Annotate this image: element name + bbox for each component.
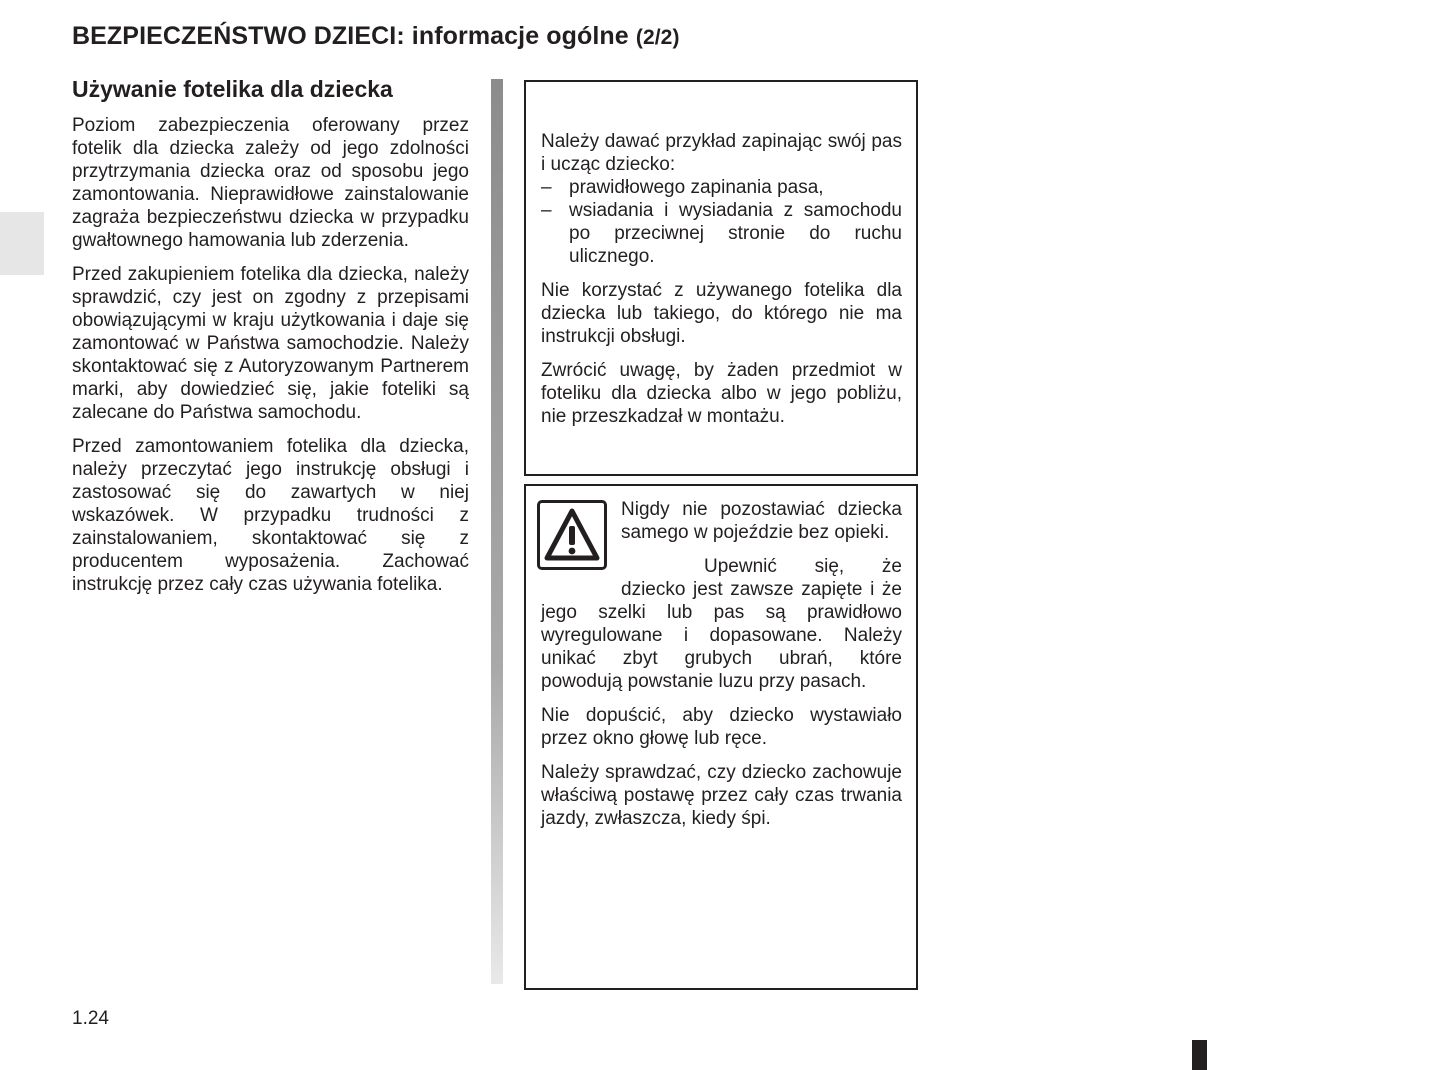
page-number: 1.24 bbox=[72, 1008, 109, 1029]
body-paragraph: Przed zamontowaniem fotelika dla dziecka, należy przeczytać jego instrukcję obsługi i zastosować się do zawartych w niej wskazówek. W przypadku trudności z zainstalowaniem, skontaktować się z producentem wyposażenia. Zachować instrukcję przez cały czas używania fotelika. bbox=[72, 436, 469, 595]
page-title bbox=[72, 22, 680, 51]
warning-paragraph: Upewnić się, że dziecko jest zawsze zapięte i że jego szelki lub pas są prawidłowo wyregulowane i dopasowane. Należy unikać zbyt grubych ubrań, które powodują powstanie luzu przy pasach. bbox=[541, 556, 902, 692]
section-heading: Używanie fotelika dla dziecka bbox=[72, 76, 393, 102]
info-box bbox=[524, 80, 918, 476]
list-item-text: prawidłowego zapinania pasa, bbox=[569, 177, 824, 198]
list-dash: – bbox=[541, 177, 552, 198]
info-box-list bbox=[541, 176, 902, 268]
info-box-paragraph: Zwrócić uwagę, by żaden przedmiot w foteliku dla dziecka albo w jego pobliżu, nie przeszkadzał w montażu. bbox=[541, 360, 902, 427]
info-box-intro: Należy dawać przykład zapinając swój pas i ucząc dziecko: bbox=[541, 131, 902, 175]
left-column bbox=[72, 74, 469, 607]
list-item bbox=[541, 199, 902, 268]
warning-box bbox=[524, 484, 918, 990]
section-side-tab bbox=[0, 212, 44, 275]
warning-paragraph: Nigdy nie pozostawiać dziecka samego w pojeździe bez opieki. bbox=[621, 499, 902, 543]
column-divider-bar bbox=[491, 79, 503, 984]
list-item bbox=[541, 176, 902, 199]
page-title-text: BEZPIECZEŃSTWO DZIECI: informacje ogólne bbox=[72, 22, 629, 50]
warning-paragraph: Należy sprawdzać, czy dziecko zachowuje właściwą postawę przez cały czas trwania jazdy, zwłaszcza, kiedy śpi. bbox=[541, 762, 902, 829]
page-corner-mark bbox=[1192, 1040, 1207, 1070]
list-item-text: wsiadania i wysiadania z samochodu po przeciwnej stronie do ruchu ulicznego. bbox=[569, 200, 902, 267]
info-box-paragraph: Nie korzystać z używanego fotelika dla dziecka lub takiego, do którego nie ma instrukcji obsługi. bbox=[541, 280, 902, 347]
page-title-suffix: (2/2) bbox=[635, 26, 680, 49]
body-paragraph: Poziom zabezpieczenia oferowany przez fotelik dla dziecka zależy od jego zdolności przytrzymania dziecka oraz od sposobu jego zamontowania. Nieprawidłowe zainstalowanie zagraża bezpieczeństwu dziecka w przypadku gwałtownego hamowania lub zderzenia. bbox=[72, 115, 469, 251]
warning-paragraph: Nie dopuścić, aby dziecko wystawiało przez okno głowę lub ręce. bbox=[541, 705, 902, 749]
list-dash: – bbox=[541, 200, 552, 221]
body-paragraph: Przed zakupieniem fotelika dla dziecka, należy sprawdzić, czy jest on zgodny z przepisami obowiązującymi w kraju użytkowania i daje się zamontować w Państwa samochodzie. Należy skontaktować się z Autoryzowanym Partnerem marki, aby dowiedzieć się, jakie foteliki są zalecane do Państwa samochodu. bbox=[72, 264, 469, 423]
warning-triangle-icon bbox=[537, 500, 607, 570]
